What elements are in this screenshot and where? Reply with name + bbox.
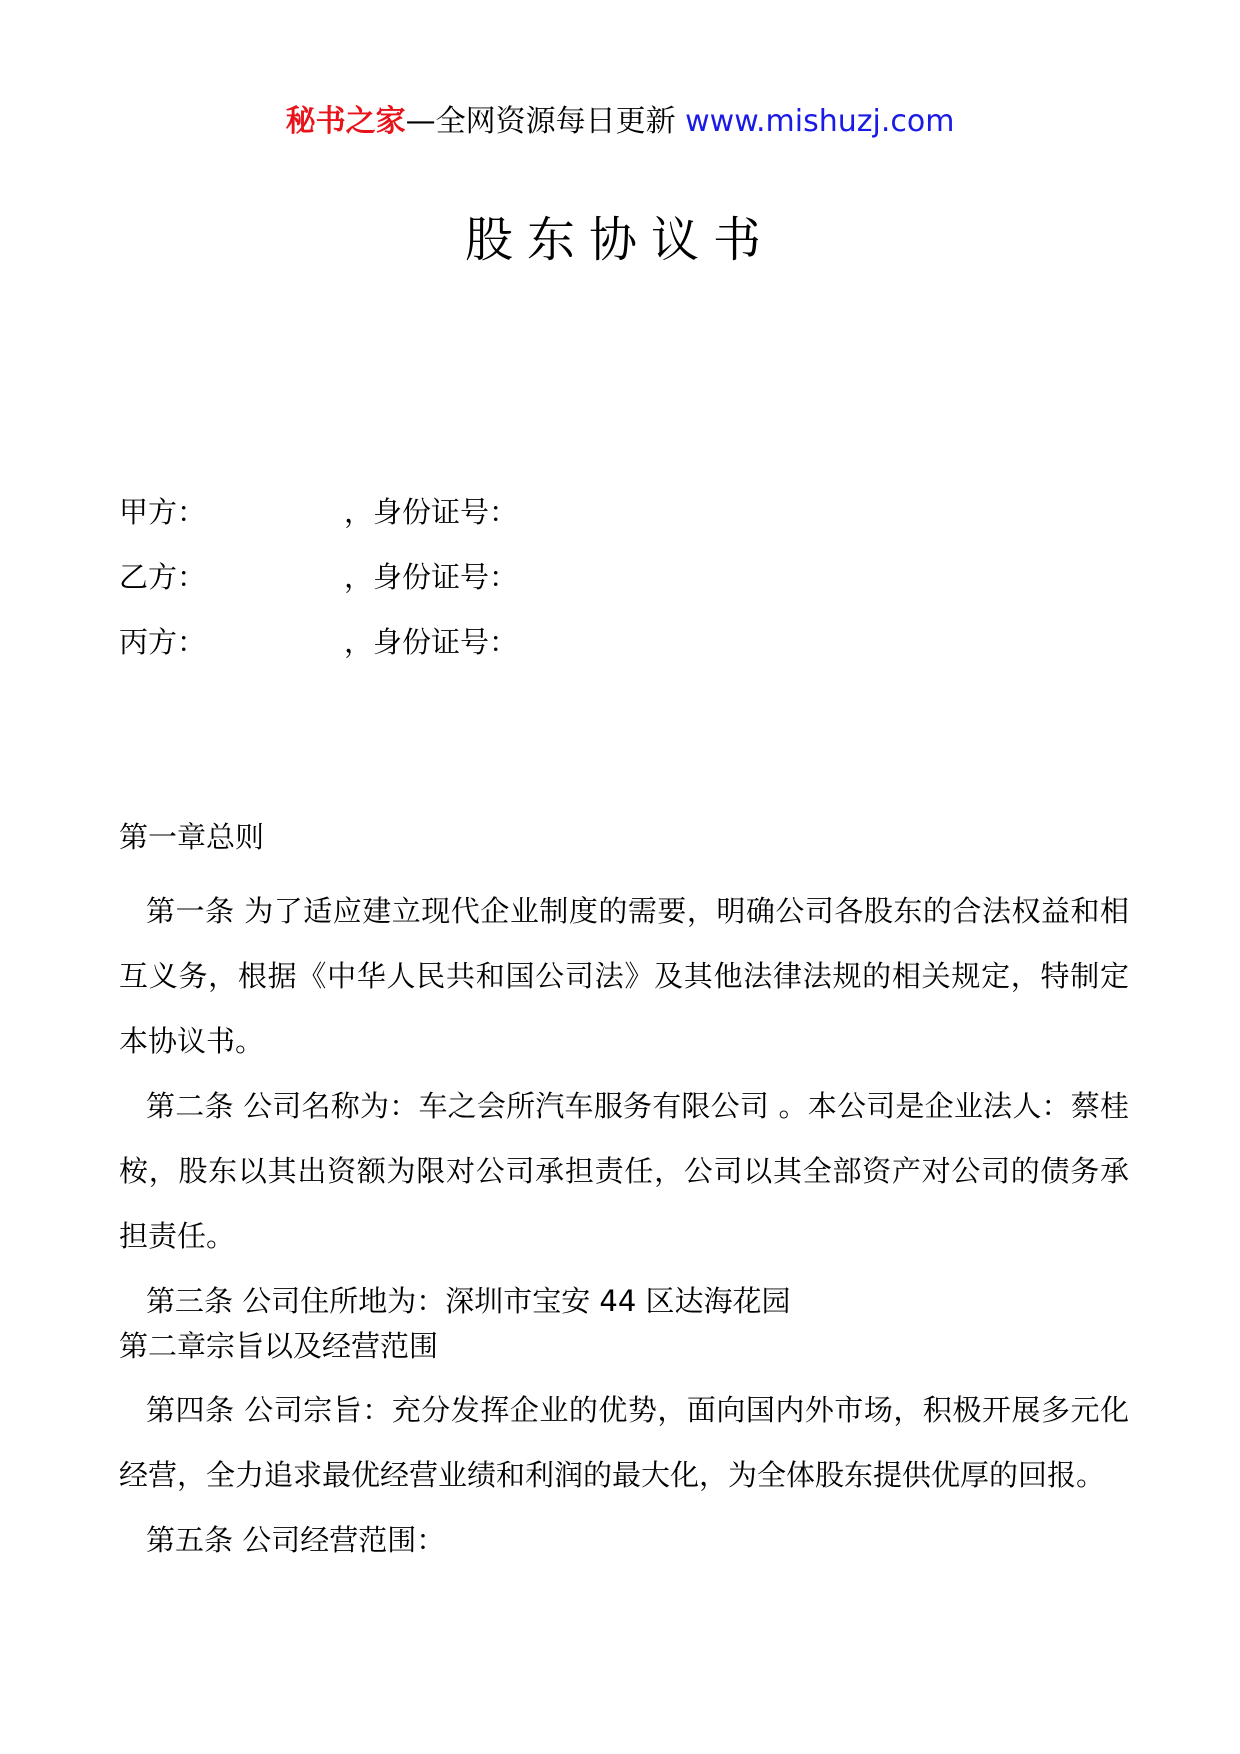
document-body	[119, 815, 1129, 1573]
article-2: 第二条 公司名称为：车之会所汽车服务有限公司 。本公司是企业法人：蔡桂桉，股东以其出资额为限对公司承担责任，公司以其全部资产对公司的债务承担责任。	[119, 1089, 1129, 1253]
chapter-heading: 第二章宗旨以及经营范围	[119, 1329, 439, 1363]
party-id-label: ，身份证号：	[344, 495, 519, 529]
party-id-label: ，身份证号：	[344, 560, 519, 594]
party-label: 丙方：	[119, 625, 207, 659]
party-row-a	[119, 490, 1129, 534]
party-label: 乙方：	[119, 560, 207, 594]
parties-section	[119, 490, 1129, 685]
header-slogan: —全网资源每日更新	[405, 104, 686, 139]
chapter-heading: 第一章总则	[119, 820, 265, 854]
document-title: 股东协议书	[464, 212, 775, 268]
party-id-label: ，身份证号：	[344, 625, 519, 659]
article-3: 第三条 公司住所地为：深圳市宝安 44 区达海花园	[146, 1284, 791, 1318]
party-label: 甲方：	[119, 495, 207, 529]
article-1: 第一条 为了适应建立现代企业制度的需要，明确公司各股东的合法权益和相互义务，根据《中华人民共和国公司法》及其他法律法规的相关规定，特制定本协议书。	[119, 894, 1129, 1058]
article-4: 第四条 公司宗旨：充分发挥企业的优势，面向国内外市场，积极开展多元化经营，全力追求最优经营业绩和利润的最大化，为全体股东提供优厚的回报。	[119, 1393, 1129, 1492]
site-url-link[interactable]: www.mishuzj.com	[685, 104, 955, 139]
brand-name: 秘书之家	[285, 104, 406, 139]
party-row-c	[119, 620, 1129, 664]
article-5: 第五条 公司经营范围：	[146, 1523, 446, 1557]
party-row-b	[119, 555, 1129, 599]
site-header	[0, 100, 1240, 144]
